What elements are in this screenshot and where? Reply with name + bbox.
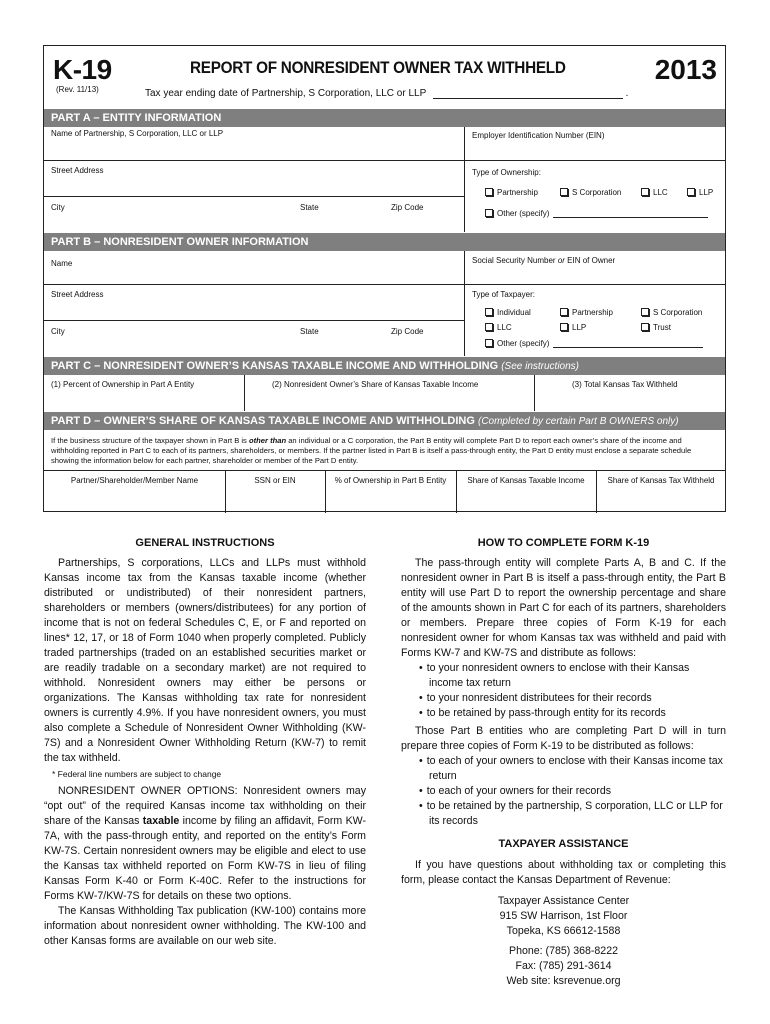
ownership-partnership-checkbox[interactable]: Partnership [485,188,538,197]
owner-state-label: State [300,327,319,336]
checkbox-icon [560,323,568,331]
contact-info [401,944,726,989]
general-instructions [44,536,366,949]
zip-label: Zip Code [391,203,424,212]
member-name-header: Partner/Shareholder/Member Name [70,476,199,485]
owner-ssn-label: Social Security Number or EIN of Owner [472,256,616,265]
owner-zip-label: Zip Code [391,327,424,336]
taxpayer-other-checkbox[interactable]: Other (specify) [485,339,703,348]
owner-name-label: Name [51,259,73,268]
tax-year: 2013 [654,54,717,85]
checkbox-icon [560,308,568,316]
fax-number: Fax: (785) 291-3614 [515,960,612,972]
ssn-ein-header: SSN or EIN [254,476,296,485]
website-link[interactable]: Web site: ksrevenue.org [506,975,621,987]
part-d-distribution-paragraph: Those Part B entities who are completing Part D will in turn prepare three copies of Form K-19 to be distributed as follows: [401,725,726,752]
checkbox-icon [485,339,493,347]
divider [464,127,465,232]
part-d-distribution-list [401,754,726,829]
part-c-heading: PART C – NONRESIDENT OWNER’S KANSAS TAXABLE INCOME AND WITHHOLDING (See instructions) [44,357,725,375]
how-to-paragraph: The pass-through entity will complete Parts A, B and C. If the nonresident owner in Part B is itself a pass-through entity, the Part B entity will use Part D to report the ownership percentage and share of the amounts shown in Part C for each of its partners, shareholders or members. Prepare three copies of Form K-19 for each nonresident owner for whom Kansas tax was withheld and paid with Forms KW-7 and KW-7S and distribute as follows: [401,557,726,659]
city-label: City [51,203,65,212]
divider [244,375,245,411]
list-item: • to each of your owners for their records [417,784,726,799]
ein-label: Employer Identification Number (EIN) [472,131,605,140]
checkbox-icon [485,209,493,217]
checkbox-icon [687,188,695,196]
checkbox-icon [485,188,493,196]
divider [44,160,725,161]
ownership-llp-checkbox[interactable]: LLP [687,188,713,197]
revision-date: (Rev. 11/13) [56,85,99,94]
general-instructions-heading: GENERAL INSTRUCTIONS [135,537,275,549]
distribution-list [401,661,726,721]
tax-year-label: Tax year ending date of Partnership, S Corporation, LLC or LLP [145,88,427,99]
owner-city-label: City [51,327,65,336]
taxpayer-individual-checkbox[interactable]: Individual [485,308,531,317]
list-item: • to your nonresident distributees for their records [417,691,726,706]
assistance-paragraph: If you have questions about withholding tax or completing this form, please contact the Kansas Department of Revenue: [401,859,726,886]
entity-name-label: Name of Partnership, S Corporation, LLC or LLP [51,129,224,138]
how-to-heading: HOW TO COMPLETE FORM K-19 [477,537,650,549]
part-d-instructions: If the business structure of the taxpayer shown in Part B is other than an individual or a C corporation, the Part B entity will complete Part D to report each owner’s share of the income and withholding reported in Part C to each of its partners, shareholders, or members. If the partner listed in Part B is itself a pass-through entity, the Part D entity must enclose a separate schedule showing the information below for each partner, shareholder or member of the Part D entity. [51,436,692,465]
mailing-address: Taxpayer Assistance Center 915 SW Harrison, 1st Floor Topeka, KS 66612-1588 [497,895,630,937]
share-withheld-header: Share of Kansas Tax Withheld [607,476,715,485]
owner-options-paragraph: NONRESIDENT OWNER OPTIONS: Nonresident owners may “opt out” of the required Kansas income tax withholding on their share of the Kansas taxable income by filing an affidavit, Form KW-7A, with the pass-through entity, and reported on the entity’s Form KW-7S. Certain nonresident owners may be eligible and elect to use the Kansas tax withheld reported on Form KW-7S in lieu of filing Kansas Form K-40 or Form K-40C. Refer to the instructions for Forms KW-7/KW-7S for details on these two options. [44,785,367,902]
checkbox-icon [485,308,493,316]
form-number: K-19 [53,54,112,85]
taxpayer-assistance-heading: TAXPAYER ASSISTANCE [498,838,629,850]
state-label: State [300,203,319,212]
owner-share-income-label: (2) Nonresident Owner’s Share of Kansas Taxable Income [272,380,479,389]
how-to-complete [401,536,726,989]
taxpayer-partnership-checkbox[interactable]: Partnership [560,308,613,317]
ownership-other-checkbox[interactable]: Other (specify) [485,209,708,218]
list-item: • to your nonresident owners to enclose with their Kansas income tax return [417,661,726,691]
owner-street-label: Street Address [51,290,104,299]
taxpayer-trust-checkbox[interactable]: Trust [641,323,671,332]
phone-number: Phone: (785) 368-8222 [509,945,618,957]
percent-ownership-label: (1) Percent of Ownership in Part A Entity [51,380,195,389]
divider [44,196,464,197]
checkbox-icon [641,308,649,316]
taxpayer-s-corp-checkbox[interactable]: S Corporation [641,308,702,317]
tax-year-line: Tax year ending date of Partnership, S Corporation, LLC or LLP . [145,88,629,99]
divider [44,470,725,471]
ownership-percent-header: % of Ownership in Part B Entity [334,476,447,485]
part-a-heading: PART A – ENTITY INFORMATION [44,109,725,127]
taxpayer-llp-checkbox[interactable]: LLP [560,323,586,332]
divider [464,251,465,356]
list-item: • to be retained by the partnership, S corporation, LLC or LLP for its records [417,799,726,829]
taxpayer-type-label: Type of Taxpayer: [472,290,535,299]
ownership-other-field[interactable] [553,209,708,218]
share-income-header: Share of Kansas Taxable Income [467,476,585,485]
taxpayer-llc-checkbox[interactable]: LLC [485,323,512,332]
part-b-heading: PART B – NONRESIDENT OWNER INFORMATION [44,233,725,251]
checkbox-icon [485,323,493,331]
form-k19 [43,45,726,512]
street-address-label: Street Address [51,166,104,175]
taxpayer-other-field[interactable] [553,339,703,348]
federal-line-footnote: * Federal line numbers are subject to change [52,769,222,779]
tax-year-ending-field[interactable] [433,98,623,99]
form-title: REPORT OF NONRESIDENT OWNER TAX WITHHELD [190,58,566,77]
ownership-llc-checkbox[interactable]: LLC [641,188,668,197]
publication-paragraph: The Kansas Withholding Tax publication (KW-100) contains more information about nonresident owner withholding. The KW-100 and other Kansas forms are available on our web site. [44,905,366,947]
divider [44,320,464,321]
checkbox-icon [641,323,649,331]
ownership-type-label: Type of Ownership: [472,168,541,177]
part-d-heading: PART D – OWNER’S SHARE OF KANSAS TAXABLE INCOME AND WITHHOLDING (Completed by certain Part B OWNERS only) [44,412,725,430]
list-item: • to each of your owners to enclose with their Kansas income tax return [417,754,726,784]
total-tax-withheld-label: (3) Total Kansas Tax Withheld [572,380,678,389]
checkbox-icon [560,188,568,196]
divider [534,375,535,411]
divider [44,284,725,285]
checkbox-icon [641,188,649,196]
ownership-s-corp-checkbox[interactable]: S Corporation [560,188,621,197]
list-item: • to be retained by pass-through entity for its records [417,706,726,721]
general-paragraph: Partnerships, S corporations, LLCs and LLPs must withhold Kansas income tax from the Kansas taxable income (whether distributed or undistributed) of their nonresident partners, shareholders or members (owners/distributees) for any portion of income that is not on federal Schedules C, E, or F and reported on lines* 12, 17, or 18 of Form 1040 when properly completed. Publicly traded partnerships (traded on an established securities market or are readily tradable on a secondary market) are not required to withhold. Nonresident owners may either be persons or organizations. The Kansas withholding tax rate for nonresident owners is currently 4.9%. If you have nonresident owners, you must also complete a Schedule of Nonresident Owner Withholding (KW-7S) and a Nonresident Owner Withholding Return (KW-7) to remit the tax withheld. [44,557,366,764]
